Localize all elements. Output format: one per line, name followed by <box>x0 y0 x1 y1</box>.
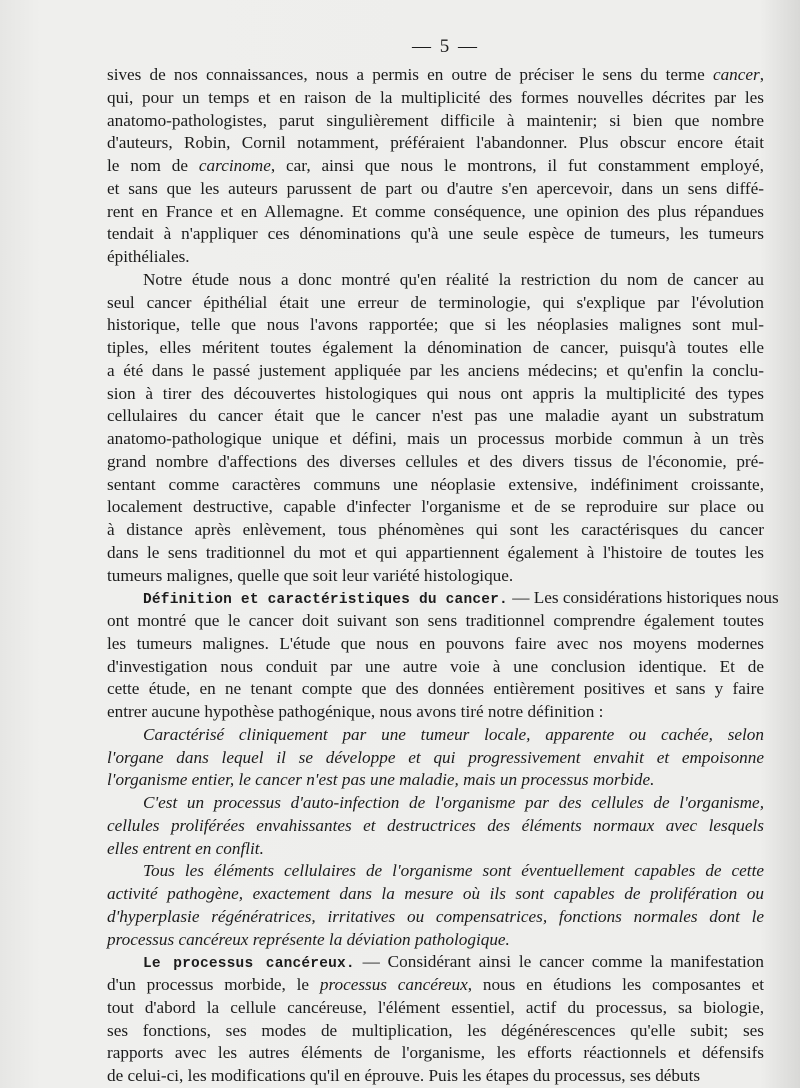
text-line: Caractérisé cliniquement par une tumeur locale, apparente ou cachée, selon <box>143 724 764 744</box>
definition-paragraph <box>107 792 764 860</box>
text-line: rapports avec les autres éléments de l'organisme, les efforts réactionnels et défensifs <box>107 1043 764 1063</box>
document-body <box>107 64 779 1088</box>
text-line: cette étude, en ne tenant compte que des données entièrement positives et sans y faire <box>107 679 764 699</box>
text-line: a été dans le passé justement appliquée par les anciens médecins; et qu'enfin la conclu- <box>107 360 764 380</box>
emphasis: processus cancéreux <box>319 975 468 994</box>
text-line <box>107 951 764 974</box>
text-line: les tumeurs malignes. L'étude que nous en pouvons faire avec nos moyens modernes <box>107 633 764 653</box>
body-paragraph <box>107 64 764 269</box>
text-line: sives de nos connaissances, nous a permis en outre de préciser le sens du terme cancer, <box>107 65 764 84</box>
text-line: anatomo-pathologistes, parut singulièrement difficile à maintenir; si bien que nombre <box>107 110 764 130</box>
text-line: grand nombre d'affections des diverses cellules et des divers tissus de l'économie, pré- <box>107 451 764 471</box>
text-line: tout d'abord la cellule cancéreuse, l'élément essentiel, actif du processus, sa biologie, <box>107 997 764 1017</box>
page-number: — 5 — <box>412 36 479 57</box>
text-line: seul cancer épithélial était une erreur de terminologie, qui s'explique par l'évolution <box>107 292 764 312</box>
text-line: tumeurs malignes, quelle que soit leur variété histologique. <box>107 565 514 585</box>
text-line: de celui-ci, les modifications qu'il en éprouve. Puis les étapes du processus, ses débuts <box>107 1066 701 1085</box>
text-line: cellulaires du cancer était que le cancer n'est pas une maladie ayant un substratum <box>107 406 764 426</box>
definition-paragraph <box>107 860 764 951</box>
section-heading: Définition et caractéristiques du cancer. <box>143 592 508 609</box>
text-line: historique, telle que nous l'avons rapportée; que si les néoplasies malignes sont mul- <box>107 315 764 335</box>
text-line: cellules proliférées envahissantes et destructrices des éléments normaux avec lesquels <box>107 815 764 835</box>
text-line: d'un processus morbide, le processus cancéreux, nous en étudions les composantes et <box>107 975 764 994</box>
text-line: elles entrent en conflit. <box>107 838 264 858</box>
text-line: processus cancéreux représente la déviation pathologique. <box>107 929 510 949</box>
text-line: qui, pour un temps et en raison de la multiplicité des formes nouvelles décrites par les <box>107 87 764 107</box>
text-line: le nom de carcinome, car, ainsi que nous le montrons, il fut constamment employé, <box>107 156 764 175</box>
text-line <box>107 587 779 610</box>
text-line: l'organisme entier, le cancer n'est pas une maladie, mais un processus morbide. <box>107 770 655 790</box>
text-line: Notre étude nous a donc montré qu'en réalité la restriction du nom de cancer au <box>143 269 764 289</box>
emphasis: carcinome <box>198 156 271 175</box>
text-line: entrer aucune hypothèse pathogénique, nous avons tiré notre définition : <box>107 702 604 721</box>
text-line-content: — Les considérations historiques nous <box>507 588 779 608</box>
text-line: C'est un processus d'auto-infection de l'organisme par des cellules de l'organisme, <box>143 793 764 812</box>
text-line: d'investigation nous conduit par une autre voie à une conclusion identique. Et de <box>107 656 764 676</box>
text-line: anatomo-pathologique unique et défini, mais un processus morbide commun à un très <box>107 429 764 448</box>
definition-paragraph <box>107 724 764 792</box>
text-line: activité pathogène, exactement dans la mesure où ils sont capables de prolifération ou <box>107 884 764 903</box>
section-paragraph <box>107 587 779 724</box>
text-line: rent en France et en Allemagne. Et comme conséquence, une opinion des plus répandues <box>107 201 764 221</box>
text-line: d'hyperplasie régénératrices, irritatives ou compensatrices, fonctions normales dont le <box>107 906 764 926</box>
text-line: tendait à n'appliquer ces dénominations qu'à une seule espèce de tumeurs, les tumeurs <box>107 224 764 244</box>
text-line: dans le sens traditionnel du mot et qui appartiennent également à l'histoire de toutes les <box>107 542 764 562</box>
text-line: l'organe dans lequel il se développe et qui progressivement envahit et empoisonne <box>107 747 764 767</box>
text-line: sentant comme caractères communs une néoplasie extensive, indéfiniment croissante, <box>107 474 764 494</box>
text-line-content: — Considérant ainsi le cancer comme la manifestation <box>354 952 764 972</box>
section-heading: Le processus cancéreux. <box>143 956 355 973</box>
text-line: tiples, elles méritent toutes également la dénomination de cancer, puisqu'à toutes elle <box>107 338 764 357</box>
text-line: Tous les éléments cellulaires de l'organisme sont éventuellement capables de cette <box>143 861 764 881</box>
body-paragraph <box>107 269 764 588</box>
text-line: d'auteurs, Robin, Cornil notamment, préféraient l'abandonner. Plus obscur encore était <box>107 133 764 153</box>
text-line: ont montré que le cancer doit suivant son sens traditionnel comprendre également toutes <box>107 611 764 630</box>
text-line: épithéliales. <box>107 247 190 266</box>
section-paragraph <box>107 951 764 1088</box>
text-line: et sans que les auteurs parussent de part ou d'autre s'en apercevoir, dans un sens diffé- <box>107 178 764 198</box>
text-line: sion à tirer des découvertes histologiques qui nous ont appris la multiplicité des types <box>107 383 764 403</box>
emphasis: cancer <box>712 65 760 84</box>
text-line: à distance après enlèvement, tous phénomènes qui sont les caractérisques du cancer <box>107 520 764 539</box>
text-line: localement destructive, capable d'infecter l'organisme et de se reproduire sur place ou <box>107 497 764 517</box>
text-line: ses fonctions, ses modes de multiplication, les dégénérescences qu'elle subit; ses <box>107 1020 764 1040</box>
